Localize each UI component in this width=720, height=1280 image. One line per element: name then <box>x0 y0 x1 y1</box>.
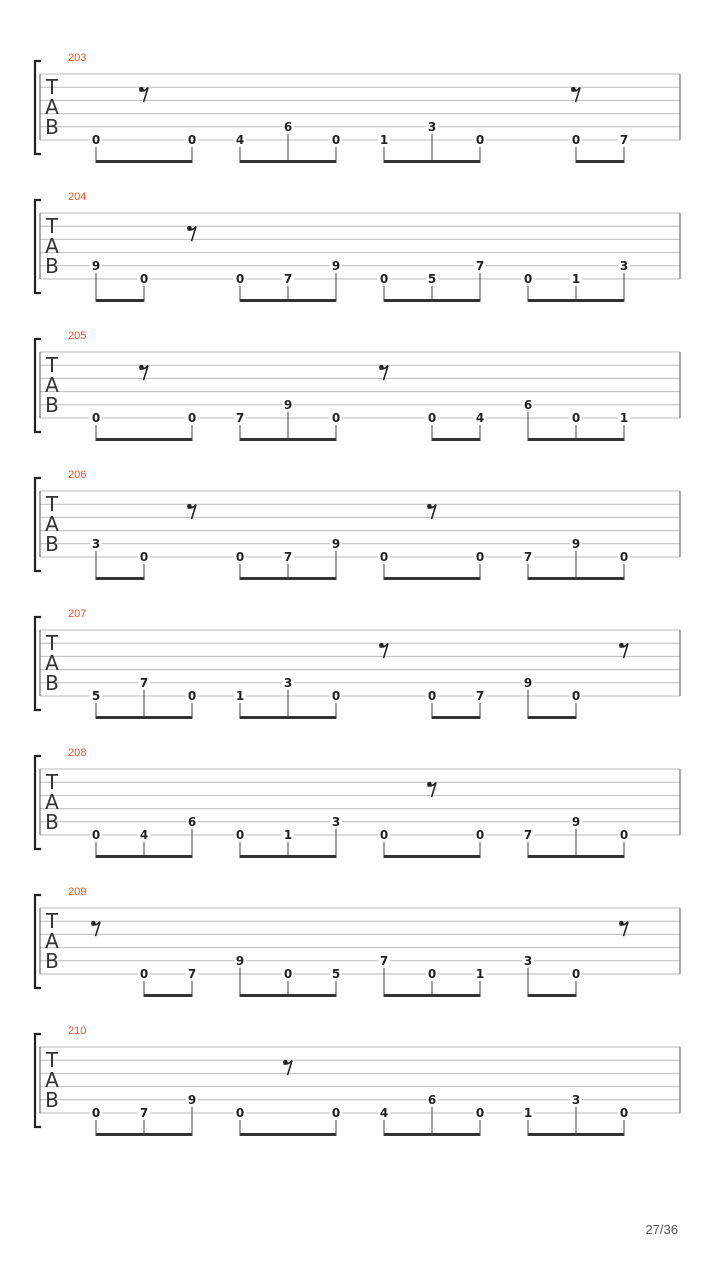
fret-number: 0 <box>235 828 245 842</box>
fret-number: 9 <box>235 953 245 968</box>
fret-number: 3 <box>523 953 533 968</box>
fret-number: 0 <box>331 411 341 425</box>
fret-number: 4 <box>139 828 149 842</box>
fret-number: 7 <box>475 689 485 703</box>
tab-clef-letter: B <box>45 254 59 278</box>
fret-number: 0 <box>571 967 581 981</box>
page-number: 27/36 <box>645 1222 678 1237</box>
tab-clef-letter: B <box>45 810 59 834</box>
fret-number: 3 <box>331 814 341 829</box>
measure-number: 205 <box>68 330 87 342</box>
fret-number: 4 <box>235 133 245 147</box>
fret-number: 0 <box>427 689 437 703</box>
measure-number: 204 <box>68 191 87 203</box>
fret-number: 9 <box>331 536 341 551</box>
fret-number: 9 <box>523 675 533 690</box>
tab-system <box>35 52 680 162</box>
tab-clef-letter: A <box>45 1068 59 1092</box>
tab-clef-letter: T <box>45 1048 59 1072</box>
tab-clef-letter: B <box>45 949 59 973</box>
fret-number: 0 <box>235 272 245 286</box>
tab-clef-letter: B <box>45 671 59 695</box>
fret-number: 9 <box>283 397 293 412</box>
fret-number: 0 <box>283 967 293 981</box>
fret-number: 0 <box>331 689 341 703</box>
fret-number: 0 <box>379 550 389 564</box>
measure-number: 210 <box>68 1025 87 1037</box>
fret-number: 7 <box>475 258 485 273</box>
fret-number: 0 <box>619 550 629 564</box>
fret-number: 0 <box>619 828 629 842</box>
tab-clef-letter: A <box>45 373 59 397</box>
fret-number: 0 <box>571 133 581 147</box>
tab-clef-letter: T <box>45 214 59 238</box>
fret-number: 3 <box>619 258 629 273</box>
fret-number: 0 <box>571 689 581 703</box>
fret-number: 7 <box>619 133 629 147</box>
fret-number: 7 <box>523 550 533 564</box>
tab-clef-letter: A <box>45 512 59 536</box>
fret-number: 6 <box>427 1092 437 1107</box>
fret-number: 7 <box>187 967 197 981</box>
fret-number: 0 <box>379 828 389 842</box>
tab-clef-letter: A <box>45 790 59 814</box>
fret-number: 5 <box>331 967 341 981</box>
fret-number: 0 <box>427 967 437 981</box>
tab-clef-letter: A <box>45 929 59 953</box>
fret-number: 0 <box>475 828 485 842</box>
fret-number: 0 <box>571 411 581 425</box>
fret-number: 1 <box>619 411 629 425</box>
tab-system <box>35 191 680 301</box>
tab-clef-letter: A <box>45 95 59 119</box>
fret-number: 7 <box>235 411 245 425</box>
measure-number: 208 <box>68 747 87 759</box>
fret-number: 3 <box>283 675 293 690</box>
tab-clef-letter: T <box>45 770 59 794</box>
tab-system <box>35 469 680 579</box>
fret-number: 0 <box>91 828 101 842</box>
fret-number: 0 <box>475 1106 485 1120</box>
tab-system <box>35 330 680 440</box>
fret-number: 0 <box>187 689 197 703</box>
tab-clef-letter: T <box>45 75 59 99</box>
fret-number: 3 <box>427 119 437 134</box>
fret-number: 7 <box>139 1106 149 1120</box>
fret-number: 0 <box>139 550 149 564</box>
tab-clef-letter: A <box>45 651 59 675</box>
tab-clef-letter: T <box>45 353 59 377</box>
fret-number: 0 <box>91 133 101 147</box>
fret-number: 6 <box>523 397 533 412</box>
fret-number: 1 <box>571 272 581 286</box>
fret-number: 7 <box>139 675 149 690</box>
fret-number: 0 <box>139 967 149 981</box>
fret-number: 7 <box>283 272 293 286</box>
fret-number: 0 <box>331 133 341 147</box>
fret-number: 1 <box>475 967 485 981</box>
fret-number: 6 <box>187 814 197 829</box>
fret-number: 5 <box>427 272 437 286</box>
fret-number: 0 <box>475 550 485 564</box>
fret-number: 0 <box>187 133 197 147</box>
fret-number: 9 <box>187 1092 197 1107</box>
tab-clef-letter: T <box>45 909 59 933</box>
tab-clef-letter: B <box>45 115 59 139</box>
fret-number: 0 <box>91 1106 101 1120</box>
fret-number: 9 <box>571 536 581 551</box>
tab-clef-letter: B <box>45 532 59 556</box>
fret-number: 1 <box>379 133 389 147</box>
tab-clef-letter: T <box>45 631 59 655</box>
fret-number: 0 <box>619 1106 629 1120</box>
fret-number: 0 <box>523 272 533 286</box>
fret-number: 0 <box>475 133 485 147</box>
fret-number: 0 <box>139 272 149 286</box>
fret-number: 1 <box>283 828 293 842</box>
fret-number: 3 <box>571 1092 581 1107</box>
tab-system <box>35 608 680 718</box>
fret-number: 4 <box>475 411 485 425</box>
fret-number: 0 <box>427 411 437 425</box>
tab-clef-letter: A <box>45 234 59 258</box>
fret-number: 5 <box>91 689 101 703</box>
fret-number: 3 <box>91 536 101 551</box>
fret-number: 1 <box>523 1106 533 1120</box>
measure-number: 209 <box>68 886 87 898</box>
tab-system <box>35 747 680 857</box>
tab-clef-letter: T <box>45 492 59 516</box>
tab-clef-letter: B <box>45 1088 59 1112</box>
fret-number: 0 <box>187 411 197 425</box>
tab-system <box>35 1025 680 1135</box>
fret-number: 1 <box>235 689 245 703</box>
fret-number: 7 <box>283 550 293 564</box>
fret-number: 0 <box>91 411 101 425</box>
measure-number: 206 <box>68 469 87 481</box>
fret-number: 6 <box>283 119 293 134</box>
fret-number: 7 <box>523 828 533 842</box>
fret-number: 9 <box>571 814 581 829</box>
measure-number: 207 <box>68 608 87 620</box>
tab-clef-letter: B <box>45 393 59 417</box>
fret-number: 0 <box>379 272 389 286</box>
fret-number: 9 <box>91 258 101 273</box>
fret-number: 9 <box>331 258 341 273</box>
fret-number: 4 <box>379 1106 389 1120</box>
measure-number: 203 <box>68 52 87 64</box>
fret-number: 7 <box>379 953 389 968</box>
tab-system <box>35 886 680 996</box>
fret-number: 0 <box>235 1106 245 1120</box>
fret-number: 0 <box>331 1106 341 1120</box>
fret-number: 0 <box>235 550 245 564</box>
